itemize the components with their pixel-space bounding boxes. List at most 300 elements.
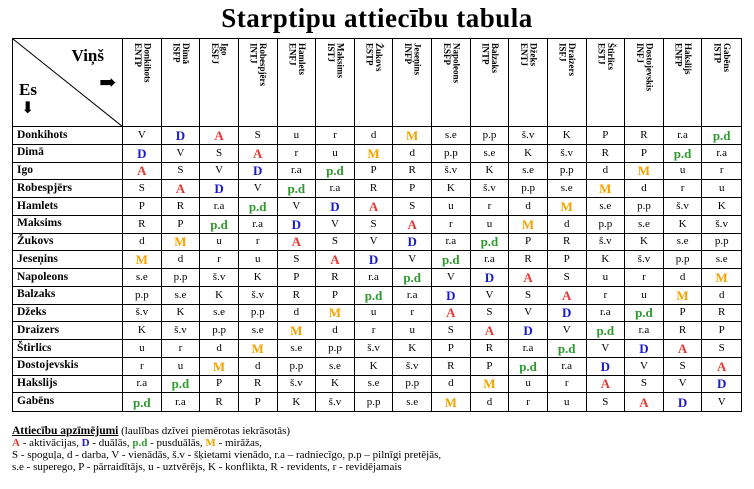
table-cell: K	[432, 180, 471, 198]
table-cell: u	[587, 269, 626, 287]
table-cell: M	[316, 305, 355, 323]
legend-subtitle: (laulības dzīvei piemērotas iekrāsotās)	[118, 425, 291, 437]
column-header	[278, 39, 317, 127]
table-cell: p.p	[587, 216, 626, 234]
column-header-label: Balzaks INTP	[480, 43, 500, 74]
table-cell: p.d	[625, 305, 664, 323]
column-header-label: Jeseņins INFP	[403, 43, 423, 76]
row-header: Napoleons	[13, 269, 123, 287]
table-cell: R	[239, 376, 278, 394]
legend	[12, 425, 752, 473]
table-cell: r	[200, 251, 239, 269]
table-cell: P	[162, 216, 201, 234]
table-cell: M	[587, 180, 626, 198]
table-cell: D	[471, 269, 510, 287]
table-cell: d	[702, 287, 741, 305]
legend-code: M	[205, 437, 216, 449]
table-cell: p.d	[587, 322, 626, 340]
table-cell: š.v	[664, 198, 703, 216]
table-cell: d	[587, 163, 626, 181]
table-cell: r	[625, 269, 664, 287]
column-header	[548, 39, 587, 127]
table-cell: M	[432, 393, 471, 411]
table-cell: V	[355, 234, 394, 252]
table-cell: r.a	[239, 216, 278, 234]
row-header: Žukovs	[13, 234, 123, 252]
table-cell: M	[625, 163, 664, 181]
table-cell: p.d	[239, 198, 278, 216]
table-cell: S	[432, 322, 471, 340]
table-cell: V	[471, 287, 510, 305]
table-cell: s.e	[162, 287, 201, 305]
table-cell: R	[316, 269, 355, 287]
table-cell: š.v	[200, 269, 239, 287]
table-cell: s.e	[278, 340, 317, 358]
column-header	[239, 39, 278, 127]
column-header-label: Hakslijs ENFP	[673, 43, 694, 75]
table-cell: š.v	[123, 305, 162, 323]
table-cell: š.v	[393, 358, 432, 376]
table-cell: p.d	[200, 216, 239, 234]
column-header	[587, 39, 626, 127]
table-cell: p.d	[278, 180, 317, 198]
table-cell: V	[717, 395, 726, 408]
table-cell: r.a	[355, 269, 394, 287]
table-cell: M	[162, 234, 201, 252]
table-cell: D	[432, 287, 471, 305]
table-cell: S	[162, 163, 201, 181]
table-cell: r.a	[702, 145, 741, 163]
table-cell: M	[702, 269, 741, 287]
table-cell: p.p	[471, 127, 510, 145]
table-cell: p.p	[316, 340, 355, 358]
table-cell: A	[123, 163, 162, 181]
table-cell: s.e	[316, 358, 355, 376]
table-cell: r	[239, 234, 278, 252]
table-cell: r.a	[432, 234, 471, 252]
table-cell: p.p	[702, 234, 741, 252]
table-cell: š.v	[239, 287, 278, 305]
table-cell: D	[393, 234, 432, 252]
column-header	[471, 39, 510, 127]
table-cell: D	[355, 251, 394, 269]
table-cell: A	[432, 305, 471, 323]
table-cell: S	[393, 198, 432, 216]
table-cell: d	[123, 234, 162, 252]
table-cell: R	[162, 198, 201, 216]
table-cell: K	[587, 251, 626, 269]
table-cell: R	[278, 287, 317, 305]
page-title: Starptipu attiecību tabula	[221, 3, 533, 33]
table-cell: d	[625, 180, 664, 198]
table-cell: p.p	[200, 322, 239, 340]
table-cell: A	[200, 127, 239, 145]
table-cell: V	[664, 376, 703, 394]
table-cell: K	[548, 127, 587, 145]
table-cell: š.v	[509, 127, 548, 145]
table-cell: M	[393, 127, 432, 145]
table-cell: š.v	[355, 340, 394, 358]
column-header-label: Igo ESFJ	[210, 43, 230, 65]
table-cell: r.a	[587, 305, 626, 323]
column-header-label: Džeks ENTJ	[519, 43, 539, 67]
legend-line-highlighted	[12, 437, 752, 449]
table-cell: p.d	[162, 376, 201, 394]
table-cell: p.d	[432, 251, 471, 269]
table-cell: š.v	[625, 251, 664, 269]
table-cell: K	[355, 358, 394, 376]
table-cell: D	[548, 305, 587, 323]
legend-desc: - pusduālās,	[147, 437, 206, 449]
table-cell: P	[432, 340, 471, 358]
column-header-label: Hamlets ENFJ	[287, 43, 307, 75]
table-cell: P	[471, 358, 510, 376]
table-cell: p.d	[393, 269, 432, 287]
table-cell: s.e	[239, 322, 278, 340]
table-cell: p.d	[702, 127, 741, 145]
legend-desc: - duālās,	[89, 437, 133, 449]
table-cell: K	[239, 269, 278, 287]
table-cell: p.p	[625, 198, 664, 216]
table-cell: u	[702, 180, 741, 198]
table-cell: d	[664, 269, 703, 287]
table-cell: d	[200, 340, 239, 358]
table-cell: š.v	[471, 180, 510, 198]
table-cell: S	[123, 180, 162, 198]
table-cell: P	[200, 376, 239, 394]
row-header: Maksims	[13, 216, 123, 234]
corner-left-label: Es	[19, 80, 37, 99]
table-cell: D	[316, 198, 355, 216]
table-cell: r.a	[625, 322, 664, 340]
table-cell: R	[432, 358, 471, 376]
table-cell: r.a	[509, 340, 548, 358]
column-header-label: Gabēns ISTP	[712, 43, 733, 73]
table-cell: R	[548, 234, 587, 252]
row-header: Dimā	[13, 145, 123, 163]
table-cell: d	[278, 305, 317, 323]
legend-title: Attiecību apzīmējumi	[12, 425, 119, 437]
column-header-label: Robespjērs INTJ	[248, 43, 269, 86]
table-cell: R	[625, 127, 664, 145]
table-cell: D	[200, 180, 239, 198]
table-cell: u	[471, 216, 510, 234]
column-header	[509, 39, 548, 127]
table-cell: V	[316, 216, 355, 234]
table-cell: d	[432, 376, 471, 394]
table-cell: S	[509, 287, 548, 305]
table-cell: M	[355, 145, 394, 163]
row-header: Hamlets	[13, 198, 123, 216]
table-cell: š.v	[278, 376, 317, 394]
legend-line-3: s.e - superego, P - pārraidītājs, u - uztvērējs, K - konflikta, R - revidents, r - revidējamais	[12, 461, 402, 473]
table-cell: p.p	[509, 180, 548, 198]
table-cell: S	[355, 216, 394, 234]
column-header	[200, 39, 239, 127]
row-header: Balzaks	[13, 287, 123, 305]
table-cell: r	[355, 322, 394, 340]
table-cell: d	[239, 358, 278, 376]
table-cell: V	[509, 305, 548, 323]
table-cell: M	[664, 287, 703, 305]
table-cell: š.v	[316, 393, 355, 411]
table-cell: p.p	[548, 163, 587, 181]
column-header-label: Dimā ISFP	[171, 43, 191, 64]
table-cell: P	[702, 322, 741, 340]
table-cell: P	[509, 234, 548, 252]
table-cell: u	[239, 251, 278, 269]
column-header	[123, 39, 162, 127]
table-cell: M	[278, 322, 317, 340]
table-cell: u	[278, 127, 317, 145]
table-cell: š.v	[162, 322, 201, 340]
table-cell: p.p	[278, 358, 317, 376]
table-cell: d	[548, 216, 587, 234]
table-cell: p.p	[239, 305, 278, 323]
table-cell: p.p	[123, 287, 162, 305]
table-cell: r	[509, 393, 548, 411]
row-header: Gabēns	[13, 393, 123, 411]
column-header	[316, 39, 355, 127]
table-cell: d	[393, 145, 432, 163]
table-cell: u	[316, 145, 355, 163]
table-cell: s.e	[702, 251, 741, 269]
column-header	[355, 39, 394, 127]
row-header: Jeseņins	[13, 251, 123, 269]
table-cell: r	[316, 127, 355, 145]
table-cell: S	[239, 127, 278, 145]
table-cell: R	[123, 216, 162, 234]
table-cell: S	[625, 376, 664, 394]
table-cell: r	[162, 340, 201, 358]
table-cell: M	[509, 216, 548, 234]
table-cell: K	[162, 305, 201, 323]
table-cell: p.p	[355, 393, 394, 411]
legend-desc: - aktivācijas,	[19, 437, 82, 449]
column-header-label: Dostojevskis INFJ	[634, 43, 655, 92]
table-cell: s.e	[471, 145, 510, 163]
table-cell: R	[200, 393, 239, 411]
table-cell: D	[509, 322, 548, 340]
table-cell: u	[664, 163, 703, 181]
table-cell: S	[316, 234, 355, 252]
table-cell: K	[278, 393, 317, 411]
row-header: Donkihots	[13, 127, 123, 145]
table-cell: M	[200, 358, 239, 376]
table-cell: K	[471, 163, 510, 181]
table-cell: u	[123, 340, 162, 358]
table-cell: M	[471, 376, 510, 394]
table-cell: A	[625, 393, 664, 411]
table-cell: u	[509, 376, 548, 394]
table-cell: r.a	[664, 127, 703, 145]
table-cell: s.e	[432, 127, 471, 145]
legend-desc: - mirāžas,	[215, 437, 262, 449]
legend-code: A	[12, 437, 20, 449]
table-cell: r	[471, 198, 510, 216]
table-cell: s.e	[548, 180, 587, 198]
table-cell: R	[393, 163, 432, 181]
table-cell: r	[702, 163, 741, 181]
table-cell: s.e	[200, 305, 239, 323]
table-cell: A	[471, 322, 510, 340]
table-cell: S	[664, 358, 703, 376]
table-cell: u	[548, 393, 587, 411]
table-cell: K	[625, 234, 664, 252]
table-cell: P	[278, 269, 317, 287]
table-cell: M	[239, 340, 278, 358]
table-cell: K	[509, 145, 548, 163]
row-header: Draizers	[13, 322, 123, 340]
table-corner	[13, 39, 123, 127]
table-cell: V	[123, 127, 162, 145]
table-cell: D	[702, 376, 741, 394]
table-cell: R	[509, 251, 548, 269]
table-cell: p.d	[471, 234, 510, 252]
arrow-down-icon: ⬇	[21, 100, 35, 117]
table-cell: P	[316, 287, 355, 305]
table-cell: S	[278, 251, 317, 269]
table-cell: R	[355, 180, 394, 198]
column-header	[702, 39, 741, 127]
table-cell: S	[200, 145, 239, 163]
table-cell: š.v	[548, 145, 587, 163]
table-cell: u	[393, 322, 432, 340]
table-cell: K	[123, 322, 162, 340]
table-cell: r	[548, 376, 587, 394]
table-cell: p.p	[393, 376, 432, 394]
table-cell: P	[587, 127, 626, 145]
table-cell: s.e	[393, 393, 432, 411]
table-cell: P	[355, 163, 394, 181]
row-header: Štirlics	[13, 340, 123, 358]
table-cell: V	[200, 163, 239, 181]
table-cell: V	[625, 358, 664, 376]
table-cell: K	[702, 198, 741, 216]
column-header	[625, 39, 664, 127]
table-cell: š.v	[432, 163, 471, 181]
table-cell: V	[587, 340, 626, 358]
table-cell: D	[625, 340, 664, 358]
table-cell: s.e	[123, 269, 162, 287]
table-cell: V	[278, 198, 317, 216]
table-cell: r.a	[200, 198, 239, 216]
table-cell: p.d	[123, 393, 162, 411]
table-cell: d	[471, 393, 510, 411]
legend-code: D	[81, 437, 90, 449]
table-cell: A	[355, 198, 394, 216]
table-cell: p.p	[664, 251, 703, 269]
table-cell: A	[393, 216, 432, 234]
table-cell: p.p	[162, 269, 201, 287]
table-cell: S	[548, 269, 587, 287]
column-header-label: Napoleons ESFP	[441, 43, 462, 84]
column-header-label: Štirlics ESTJ	[596, 43, 616, 70]
table-cell: r.a	[123, 376, 162, 394]
table-cell: R	[587, 145, 626, 163]
table-cell: u	[432, 198, 471, 216]
column-header	[162, 39, 201, 127]
relations-table	[12, 38, 742, 412]
table-cell: š.v	[587, 234, 626, 252]
column-header	[664, 39, 703, 127]
legend-title-row	[12, 425, 752, 437]
table-cell: D	[587, 358, 626, 376]
table-cell: K	[664, 216, 703, 234]
table-cell: r	[123, 358, 162, 376]
table-cell: R	[702, 305, 741, 323]
table-cell: K	[393, 340, 432, 358]
row-header: Hakslijs	[13, 376, 123, 394]
row-header: Džeks	[13, 305, 123, 323]
corner-top-label: Viņš	[71, 46, 104, 65]
table-cell: p.d	[316, 163, 355, 181]
table-cell: s.e	[509, 163, 548, 181]
table-cell: S	[471, 305, 510, 323]
table-cell: R	[471, 340, 510, 358]
table-cell: S	[702, 340, 741, 358]
table-cell: V	[432, 269, 471, 287]
table-cell: r.a	[278, 163, 317, 181]
table-cell: r	[587, 287, 626, 305]
table-cell: P	[625, 145, 664, 163]
table-cell: r.a	[471, 251, 510, 269]
table-cell: u	[355, 305, 394, 323]
table-cell: s.e	[625, 216, 664, 234]
table-cell: š.v	[702, 216, 741, 234]
table-cell: V	[239, 180, 278, 198]
table-cell: u	[162, 358, 201, 376]
table-cell: V	[393, 251, 432, 269]
arrow-right-icon: ➡	[99, 72, 116, 94]
table-cell: A	[587, 376, 626, 394]
column-header	[393, 39, 432, 127]
table-cell: u	[625, 287, 664, 305]
table-cell: R	[664, 322, 703, 340]
table-cell: s.e	[587, 198, 626, 216]
table-cell: D	[123, 145, 162, 163]
table-cell: r.a	[548, 358, 587, 376]
legend-line-2: S - spoguļa, d - darba, V - vienādās, š.v - šķietami vienādo, r.a – radniecīgo, p.p – pilnīgi pretējās,	[12, 449, 442, 461]
table-cell: D	[664, 393, 703, 411]
table-cell: A	[278, 234, 317, 252]
table-cell: P	[548, 251, 587, 269]
table-cell: V	[548, 322, 587, 340]
row-header: Dostojevskis	[13, 358, 123, 376]
table-cell: M	[123, 251, 162, 269]
table-cell: A	[509, 269, 548, 287]
table-cell: S	[587, 393, 626, 411]
table-cell: r	[393, 305, 432, 323]
column-header-label: Žukovs ESTP	[364, 43, 385, 72]
table-cell: A	[316, 251, 355, 269]
table-cell: P	[239, 393, 278, 411]
column-header	[432, 39, 471, 127]
table-cell: K	[316, 376, 355, 394]
table-cell: V	[162, 145, 201, 163]
table-cell: r.a	[316, 180, 355, 198]
column-header-label: Maksims ISTJ	[325, 43, 346, 79]
table-cell: p.d	[664, 145, 703, 163]
table-cell: D	[239, 163, 278, 181]
table-cell: A	[548, 287, 587, 305]
table-cell: r	[432, 216, 471, 234]
table-cell: r.a	[393, 287, 432, 305]
table-cell: p.d	[548, 340, 587, 358]
table-cell: u	[200, 234, 239, 252]
table-cell: s.e	[664, 234, 703, 252]
row-header: Igo	[13, 163, 123, 181]
